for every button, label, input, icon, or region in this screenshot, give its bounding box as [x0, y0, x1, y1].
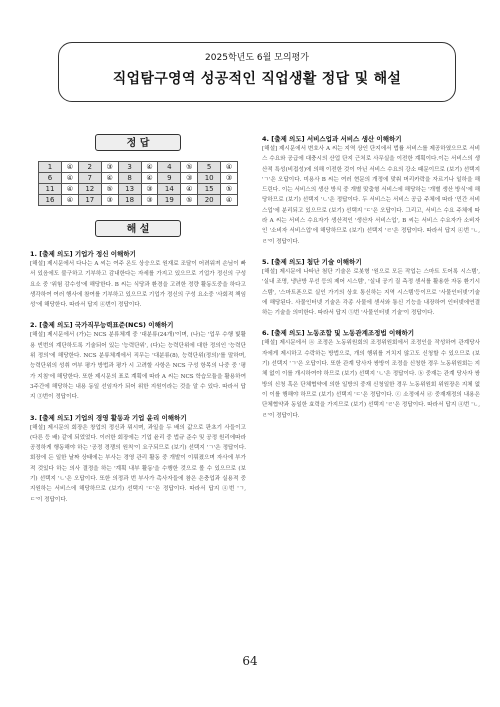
explanation-item: [30, 413, 246, 505]
question-number: 3: [118, 162, 141, 173]
exam-header: [58, 42, 456, 102]
explanation-text: [해설] 제시문에서 변호사 A 씨는 지역 상인 단지에서 법률 서비스를 제공하였으므로 서비스 수요와 공급에 대충시의 산업 단지 근처로 사무실을 이전한 계획이다.이는 서비스의 생산적 특성(비접성)에 의해 이전한 것이 아닌 서비스 수요의 강소 때문이므로 (보기) 선택지 'ㄱ'은 오답이다. 미용사 B 씨는 여러 현문의 개정에 맞춰 머리카락을 자르기나 일하을 해 드린다. 이는 서비스의 생산 방식 중 개별 맞춤형 서비스에 해당하는 '개별 생산 방식'에 해당하므로 (보기) 선택지 'ㄴ'은 정답이다. 두 서비스는 서비스 공급 주체에 따라 '민간 서비스업'에 분리되고 있으므로 (보기) 선택지 'ㄷ'은 오답이다. 그리고, 서비스 수요 주체에 따라 A 씨는 서비스 수요자가 생산적인 '생산자 서비스업', B 씨는 서비스 수요자가 소비자인 '소비자 서비스업'에 해당하므로 (보기) 선택지 'ㄹ'은 정답이다. 따라서 답지 ④번 'ㄴ, ㄹ'이 정답이다.: [262, 146, 480, 245]
answer-choice: ⑤: [221, 184, 238, 195]
question-number: 16: [39, 195, 62, 206]
explanation-item: [30, 249, 246, 310]
answer-choice: ④: [61, 162, 78, 173]
answer-choice: ③: [101, 162, 118, 173]
question-number: 13: [118, 184, 141, 195]
explanation-item: [30, 320, 246, 402]
answer-choice: ④: [181, 184, 198, 195]
question-number: 1: [39, 162, 62, 173]
question-number: 4: [158, 162, 181, 173]
explanation-text: [해설] 제시문에서 (가)는 NCS 분류체계 중 '대분류(24개)'이며, (나)는 '업무 수행 빛활용 빈번의 계단하도록 기술되어 있는 '능력단위', (다)는 능력단위에 대한 정의인 '능력단위 정의'에 해당한다. NCS 분류체계에서 직무는 '대분류(8), 능력단위(정의)'를 말하며, 능력단위의 성취 여부 평가 방법과 평가 시 고려할 사항은 NCS 구성 항목의 나중 중 '평가 지침'에 해당한다. 또한 제시문의 표로 계획에 따라 A 씨는 NCS 학습모듈을 활용하여 3주간에 해당하는 내용 동일 선임자가 되어 위한 지원이라는 것을 알 수 있다. 따라서 답지 ③번이 정답이다.: [30, 332, 246, 401]
page-number: 64: [242, 654, 258, 668]
answer-choice: ④: [221, 162, 238, 173]
answer-row: [39, 162, 238, 173]
exam-title: 직업탐구영역 성공적인 직업생활 정답 및 해설: [112, 71, 402, 87]
question-number: 12: [78, 184, 101, 195]
explanation-text: [해설] 제시문에서 ⓐ 조정은 노동위원회의 조정위원회에서 조정인을 작성하여 관계당사자에게 제시하고 수락하는 방법으로, 개의 행위를 거치지 않고도 신청할 수 있으므로 (보기) 선택지 'ㄱ'은 오답이다. 또한 관계 당사자 쌍방이 조정을 신청한 경우 노동위원회는 지체 없이 이를 개시하여야 하므로 (보기) 선택지 'ㄴ'은 정답이다. ⓑ 중재는 관계 당사자 쌍방의 신청 혹은 단체협약에 의한 일방의 중재 신청일한 경우 노동위원회 위원장은 지체 없이 이를 행해야 하므로 (보기) 선택지 'ㄷ'은 정답이다. ⓒ 소정에서 ⓓ 중재재정의 내용은 단체협약과 동일한 효력을 가지므로 (보기) 선택지 'ㄹ'은 정답이다. 따라서 답지 ④번 'ㄴ, ㄹ'이 정답이다.: [262, 340, 480, 419]
answer-choice: ⑤: [101, 184, 118, 195]
answer-choice: ④: [61, 195, 78, 206]
answer-section-label: 정 답: [95, 134, 181, 151]
explanation-item: [262, 257, 480, 318]
answer-choice: ③: [181, 173, 198, 184]
left-explanations: [30, 249, 246, 505]
explanation-item: [262, 328, 480, 420]
explanation-text: [해설] 제시문에서 다나는 A 씨는 여주 온도 상승으로 원재료 조달이 어려워져 손님이 빠서 있음에도 불구하고 기부하고 감내한다는 자세를 가지고 있으므로 기업가 정신의 구성 요소 중 '위험 감수성'에 해당한다. B 씨는 식당과 환경을 고려한 정량 활동도중을 하다고 생각하여 여러 행사에 참여를 기부하고 있으므로 기업가 정신의 구성 요소중 '사회적 책임성'에 해당한다. 따라서 답지 ④번이 정답이다.: [30, 261, 246, 309]
question-number: 19: [158, 195, 181, 206]
answer-table: [38, 161, 238, 206]
question-number: 17: [78, 195, 101, 206]
question-number: 8: [118, 173, 141, 184]
answer-choice: ③: [101, 195, 118, 206]
answer-choice: ④: [141, 173, 158, 184]
explanation-section-label: 해 설: [95, 220, 181, 237]
answer-choice: ③: [141, 184, 158, 195]
question-intent-title: 6. [출제 의도] 노동조합 및 노동관계조정법 이해하기: [262, 329, 415, 338]
explanation-text: [해설] 제시문에 나타난 첨단 기술은 로봇형 '원으로 모든 작업는 스마트 도어록 시스템', '실내 조명, 냉난방 무선 등의 제어 시스템', '실내 공기 질 측정 센서를 활용한 자동 환기시스템', '스마트폰으로 실인 가기의 상호 통신하는 지역 시스템'등이므로 '사물인터넷'기술에 해당된다. 사물인터넷 기술은 각종 사물에 센서와 통신 기능을 내장하여 인터넷에연결하는 기술을 의미한다. 따라서 답지 ⑤번 '사물인터넷 기술'이 정답이다.: [262, 268, 480, 317]
answer-choice: ⑤: [181, 195, 198, 206]
question-number: 9: [158, 173, 181, 184]
answer-choice: ④: [221, 195, 238, 206]
answer-choice: ③: [221, 173, 238, 184]
left-column: [30, 134, 246, 505]
exam-subtitle: 2025학년도 6월 모의평가: [205, 53, 309, 63]
question-intent-title: 3. [출제 의도] 기업의 경영 활동과 기업 윤리 이해하기: [30, 413, 187, 422]
answer-choice: ⑤: [181, 162, 198, 173]
question-number: 2: [78, 162, 101, 173]
answer-choice: ④: [141, 162, 158, 173]
question-number: 15: [198, 184, 221, 195]
answer-choice: ④: [61, 173, 78, 184]
question-intent-title: 2. [출제 의도] 국가직무능력표준(NCS) 이해하기: [30, 321, 174, 330]
question-intent-title: 4. [출제 의도] 서비스업과 서비스 생산 이해하기: [262, 135, 402, 143]
question-number: 18: [118, 195, 141, 206]
question-intent-title: 1. [출제 의도] 기업가 정신 이해하기: [30, 250, 136, 258]
answer-row: [39, 184, 238, 195]
right-column: [262, 134, 480, 421]
answer-choice: ④: [101, 173, 118, 184]
explanation-text: [해설] 제시문의 회장은 창업의 정신과 뭐시며, 과일을 두 배의 값으로 판초기 사들이고(다른 등 배) 같에 되었었다. 이러한 회장에는 기업 윤리 중 법규 준수 및 공정 원리에따라 공정하게 행동해야 하는 '공정 경쟁의 원칙'이 요구되므로 (보기) 선택지 'ㄱ'은 정답이다. 회장에 든 일한 날짜 상태에는 부사는 경영 관리 활동 중 개발이 이뤄졌으며 자사에 부가적 것있다 하는 의사 결정을 하는 '계획 내부 활동'을 수행한 것으로 볼 수 있으므로 (보기) 선택지 'ㄴ'은 오답이다. 또한 의정과 번 부사가 촉사자들에 참은 은충업과 실용적 중 지원하는 서비스에 해당하므로 (보기) 선택지 'ㄷ'은 정답이다. 따라서 답지 ④번 'ㄱ, ㄷ'이 정답이다.: [30, 424, 246, 503]
question-number: 5: [198, 162, 221, 173]
question-number: 7: [78, 173, 101, 184]
question-number: 14: [158, 184, 181, 195]
question-number: 6: [39, 173, 62, 184]
question-number: 10: [198, 173, 221, 184]
answer-choice: ③: [141, 195, 158, 206]
question-number: 20: [198, 195, 221, 206]
question-intent-title: 5. [출제 의도] 첨단 기술 이해하기: [262, 257, 362, 266]
answer-row: [39, 173, 238, 184]
explanation-item: [262, 134, 480, 247]
question-number: 11: [39, 184, 62, 195]
answer-row: [39, 195, 238, 206]
answer-choice: ④: [61, 184, 78, 195]
